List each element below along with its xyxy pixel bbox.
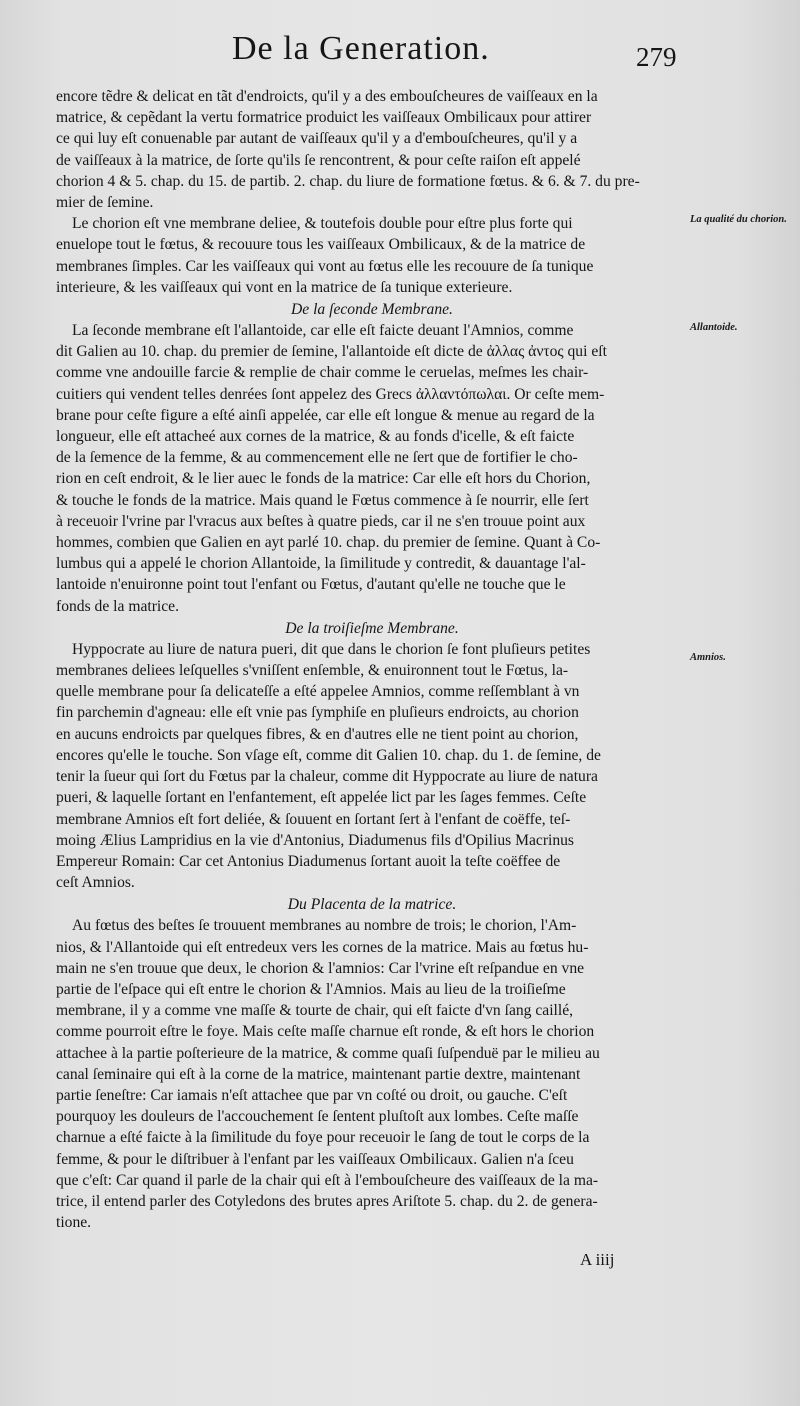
- text-line: cuitiers qui vendent telles denrées ſont appelez des Grecs ἀλλαντόπωλαι. Or ceſte mem-: [56, 385, 605, 403]
- page-header: [0, 30, 800, 90]
- text-line: ce qui luy eſt conuenable par autant de vaiſſeaux qu'il y a d'embouſcheures, qu'il y a: [56, 130, 578, 148]
- text-line: moing Ælius Lampridius en la vie d'Antonius, Diadumenus fils d'Opilius Macrinus: [56, 831, 575, 849]
- text-line: de vaiſſeaux à la matrice, de ſorte qu'ils ſe rencontrent, & pour ceſte raiſon eſt appelé: [56, 151, 581, 169]
- text-line: chorion 4 & 5. chap. du 15. de partib. 2. chap. du liure de formatione fœtus. & 6. & 7. du pre-: [56, 172, 640, 190]
- text-line: lantoide n'enuironne point tout l'enfant ou Fœtus, d'autant qu'elle ne touche que le: [56, 576, 566, 594]
- text-line: trice, il entend parler des Cotyledons des brutes apres Ariſtote 5. chap. du 2. de genera-: [56, 1192, 598, 1210]
- text-line: brane pour ceſte figure a eſté ainſi appelée, car elle eſt longue & menue au regard de la: [56, 406, 595, 424]
- text-line: Au fœtus des beſtes ſe trouuent membranes au nombre de trois; le chorion, l'Am-: [72, 917, 577, 935]
- text-line: Le chorion eſt vne membrane deliee, & toutefois double pour eſtre plus forte qui: [72, 215, 573, 233]
- text-line: La ſeconde membrane eſt l'allantoide, car elle eſt faicte deuant l'Amnios, comme: [72, 322, 574, 340]
- text-line: interieure, & les vaiſſeaux qui vont en la matrice de ſa tunique exterieure.: [56, 278, 513, 296]
- text-line: pueri, & laquelle ſortant en l'enfantement, eſt appelée lict par les ſages femmes. Ceſte: [56, 789, 587, 807]
- text-line: attachee à la partie poſterieure de la matrice, & comme quaſi ſuſpenduë par le milieu au: [56, 1044, 600, 1062]
- text-line: membranes ſimples. Car les vaiſſeaux qui vont au fœtus elle les recouure de ſa tunique: [56, 257, 594, 275]
- text-line: de la ſemence de la femme, & au commencement elle ne ſert que de fortifier le cho-: [56, 449, 578, 467]
- text-line: partie ſeneſtre: Car iamais n'eſt attachee que par vn coſté ou droit, ou gauche. C'eſt: [56, 1086, 568, 1104]
- text-line: fonds de la matrice.: [56, 597, 179, 615]
- text-line: femme, & pour le diſtribuer à l'enfant par les vaiſſeaux Ombilicaux. Galien n'a ſceu: [56, 1150, 574, 1168]
- paragraph: [56, 639, 688, 893]
- text-line: hommes, combien que Galien en ayt parlé 10. chap. du premier de ſemine. Quant à Co-: [56, 534, 601, 552]
- margin-note-qualite: La qualité du chorion.: [690, 214, 787, 225]
- text-line: membrane Amnios eſt fort deliée, & ſouuent en ſortant ſert à l'enfant de coëffe, teſ-: [56, 810, 571, 828]
- text-line: comme pourroit eſtre le foye. Mais ceſte maſſe charnue eſt ronde, & eſt hors le chorion: [56, 1023, 595, 1041]
- margin-note-allantoide: Allantoide.: [690, 322, 738, 333]
- text-line: nios, & l'Allantoide qui eſt entredeux vers les cornes de la matrice. Mais au fœtus hu-: [56, 938, 589, 956]
- paragraph: [56, 86, 688, 213]
- text-line: quelle membrane pour ſa delicateſſe a eſté appelee Amnios, comme reſſemblant à vn: [56, 683, 580, 701]
- text-line: rion en ceſt endroit, & le lier auec le fonds de la matrice: Car elle eſt hors du Chorion,: [56, 470, 591, 488]
- text-line: longueur, elle eſt attacheé aux cornes de la matrice, & au fonds d'icelle, & eſt faicte: [56, 428, 575, 446]
- text-line: tenir la ſueur qui ſort du Fœtus par la chaleur, comme dit Hyppocrate au liure de natura: [56, 768, 598, 786]
- text-line: Empereur Romain: Car cet Antonius Diadumenus ſortant auoit la teſte coëffee de: [56, 852, 561, 870]
- text-line: canal ſeminaire qui eſt à la corne de la matrice, maintenant partie dextre, maintenant: [56, 1065, 581, 1083]
- text-line: membranes deliees leſquelles s'vniſſent enſemble, & enuironnent tout le Fœtus, la-: [56, 662, 569, 680]
- text-line: à receuoir l'vrine par l'vracus aux beſtes à quatre pieds, car il ne s'en trouue point aux: [56, 512, 586, 530]
- text-line: ceſt Amnios.: [56, 874, 135, 892]
- text-line: Hyppocrate au liure de natura pueri, dit que dans le chorion ſe font pluſieurs petites: [72, 640, 591, 658]
- text-line: & touche le fonds de la matrice. Mais quand le Fœtus commence à ſe nourrir, elle ſert: [56, 491, 589, 509]
- text-line: pourquoy les douleurs de l'accouchement ſe ſentent pluſtoſt aux lombes. Ceſte maſſe: [56, 1108, 579, 1126]
- body-text: [56, 86, 688, 1233]
- section-heading: De la ſeconde Membrane.: [291, 301, 453, 319]
- text-line: membrane, il y a comme vne maſſe & tourte de chair, qui eſt faicte d'vn ſang caillé,: [56, 1002, 574, 1020]
- signature-mark: A iiij: [580, 1250, 615, 1269]
- text-line: comme vne andouille farcie & remplie de chair comme le ceruelas, meſmes les chair-: [56, 364, 589, 382]
- text-line: en aucuns endroicts par quelques fibres, & en d'autres elle ne tient point au chorion,: [56, 725, 579, 743]
- text-line: main ne s'en trouue que deux, le chorion & l'amnios: Car l'vrine eſt reſpandue en vne: [56, 959, 585, 977]
- paragraph: [56, 213, 688, 298]
- text-line: charnue a eſté faicte à la ſimilitude du foye pour receuoir le ſang de tout le corps de la: [56, 1129, 590, 1147]
- text-line: encore tẽdre & delicat en tãt d'endroicts, qu'il y a des embouſcheures de vaiſſeaux en la: [56, 88, 598, 105]
- text-line: partie de l'eſpace qui eſt entre le chorion & l'Amnios. Mais au lieu de la troiſieſme: [56, 980, 566, 998]
- section-heading: Du Placenta de la matrice.: [287, 896, 457, 914]
- page-number: 279: [636, 42, 677, 72]
- text-line: tione.: [56, 1214, 92, 1232]
- text-line: lumbus qui a appelé le chorion Allantoide, la ſimilitude y contredit, & dauantage l'al-: [56, 555, 586, 573]
- text-line: dit Galien au 10. chap. du premier de ſemine, l'allantoide eſt dicte de ἀλλας ἀντος qui eſt: [56, 343, 607, 361]
- paragraph: [56, 320, 688, 617]
- margin-note-amnios: Amnios.: [690, 652, 726, 663]
- text-line: enuelope tout le fœtus, & recouure tous les vaiſſeaux Ombilicaux, & de la matrice de: [56, 236, 586, 254]
- text-line: fin parchemin d'agneau: elle eſt vnie pas ſymphiſe en pluſieurs endroicts, au chorion: [56, 704, 579, 722]
- text-line: que c'eſt: Car quand il parle de la chair qui eſt à l'embouſcheure des vaiſſeaux de la ma-: [56, 1171, 599, 1189]
- section-heading: De la troiſieſme Membrane.: [285, 619, 459, 637]
- paragraph: [56, 915, 688, 1233]
- running-title: De la Generation.: [232, 30, 490, 67]
- text-line: mier de ſemine.: [56, 194, 154, 212]
- text-line: matrice, & cepẽdant la vertu formatrice produict les vaiſſeaux Ombilicaux pour attirer: [56, 109, 592, 127]
- text-line: encores qu'elle le touche. Son vſage eſt, comme dit Galien 10. chap. du 1. de ſemine, de: [56, 746, 601, 764]
